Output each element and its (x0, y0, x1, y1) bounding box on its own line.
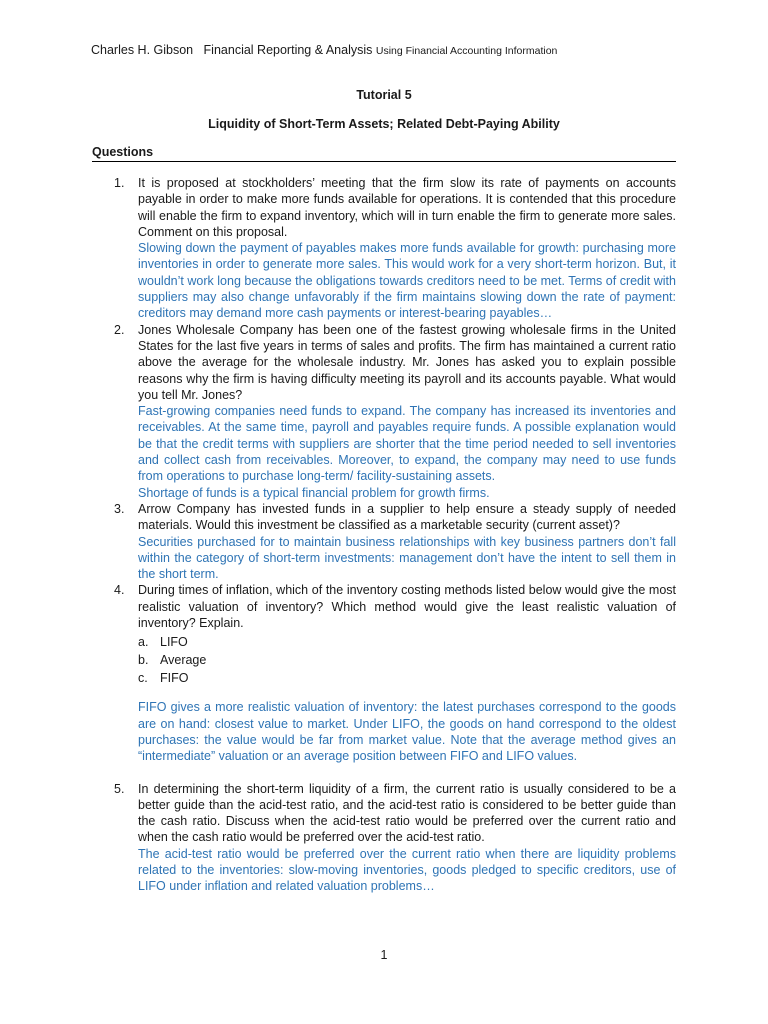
answer-text: The acid-test ratio would be preferred over the current ratio when there are liquidity problems related to the inventories: slow-moving inventories, goods pledged to specific creditors, use of LIFO under inflation and related valuation problems… (138, 846, 676, 894)
question-text: Arrow Company has invested funds in a supplier to help ensure a steady supply of needed materials. Would this investment be classified as a marketable security (current asset)? (138, 501, 676, 533)
option-item (138, 633, 676, 651)
option-label: Average (160, 653, 207, 668)
question-list (92, 175, 676, 895)
question-item (92, 322, 676, 501)
question-number: 1. (114, 176, 125, 190)
question-item (92, 781, 676, 895)
question-number: 3. (114, 501, 125, 516)
option-letter: b. (138, 653, 149, 668)
section-divider (92, 161, 676, 162)
chapter-title: Liquidity of Short-Term Assets; Related Debt-Paying Ability (208, 117, 560, 131)
question-item (92, 582, 676, 780)
page-header (91, 43, 557, 57)
option-label: LIFO (160, 635, 188, 650)
option-item (138, 669, 676, 687)
question-text: Jones Wholesale Company has been one of the fastest growing wholesale firms in the United States for the last five years in terms of sales and profits. The firm has maintained a current ratio above the average for the wholesale industry. Mr. Jones has asked you to explain possible reasons why the firm is having difficulty meeting its payroll and its accounts payable. What would you tell Mr. Jones? (138, 322, 676, 402)
option-letter: a. (138, 635, 149, 650)
option-item (138, 651, 676, 669)
option-letter: c. (138, 671, 148, 686)
header-book-title: Financial Reporting & Analysis (203, 43, 373, 57)
page-number: 1 (380, 948, 388, 962)
header-author: Charles H. Gibson (91, 43, 194, 57)
question-text: It is proposed at stockholders’ meeting that the firm slow its rate of payments on accounts payable in order to make more funds available for operations. It is contended that this procedure will enable the firm to expand inventory, which will in turn enable the firm to generate more sales. Comment on this proposal. (138, 176, 676, 239)
tutorial-title: Tutorial 5 (356, 88, 412, 102)
answer-text: Fast-growing companies need funds to expand. The company has increased its inventories and receivables. At the same time, payroll and payables require funds. A possible explanation would be that the credit terms with suppliers are shorter that the time period needed to sell inventories and collect cash from receivables. Moreover, to expand, the company may need to use funds from operations to purchase long-term/ facility-sustaining assets. (138, 404, 676, 484)
question-item (92, 175, 676, 322)
question-number: 4. (114, 583, 125, 598)
question-text: During times of inflation, which of the inventory costing methods listed below would give the most realistic valuation of inventory? Which method would give the least realistic valuation of inventory? Explain. (138, 583, 676, 631)
question-number: 2. (114, 322, 125, 337)
option-label: FIFO (160, 671, 189, 686)
answer-text: Securities purchased for to maintain business relationships with key business partners don’t fall within the category of short-term investments: management don’t have the intent to sell them in the short term. (138, 534, 676, 582)
header-book-subtitle: Using Financial Accounting Information (375, 45, 558, 57)
answer-text: FIFO gives a more realistic valuation of inventory: the latest purchases correspond to the goods are on hand: closest value to market. Under LIFO, the goods on hand correspond to the oldest purchases: the value would be far from market value. Note that the average method gives an “intermediate” valuation or an average position between FIFO and LIFO values. (138, 700, 676, 764)
section-label: Questions (92, 145, 154, 159)
option-list (138, 633, 676, 687)
answer-text-note: Shortage of funds is a typical financial problem for growth firms. (138, 485, 490, 500)
question-number: 5. (114, 781, 125, 796)
answer-text: Slowing down the payment of payables makes more funds available for growth: purchasing more inventories in order to generate more sales. This would work for a very short-term horizon. But, it wouldn’t work long because the obligations towards creditors need to be met. Terms of credit with suppliers may also change unfavorably if the firm maintains slowing down the rate of payment: creditors may demand more cash payments or interest-bearing payables… (138, 241, 676, 321)
question-text: In determining the short-term liquidity of a firm, the current ratio is usually considered to be a better guide than the acid-test ratio, and the acid-test ratio is considered to be better guide than the cash ratio. Discuss when the acid-test ratio would be preferred over the current ratio and when the cash ratio would be preferred over the acid-test ratio. (138, 781, 676, 845)
question-item (92, 501, 676, 582)
